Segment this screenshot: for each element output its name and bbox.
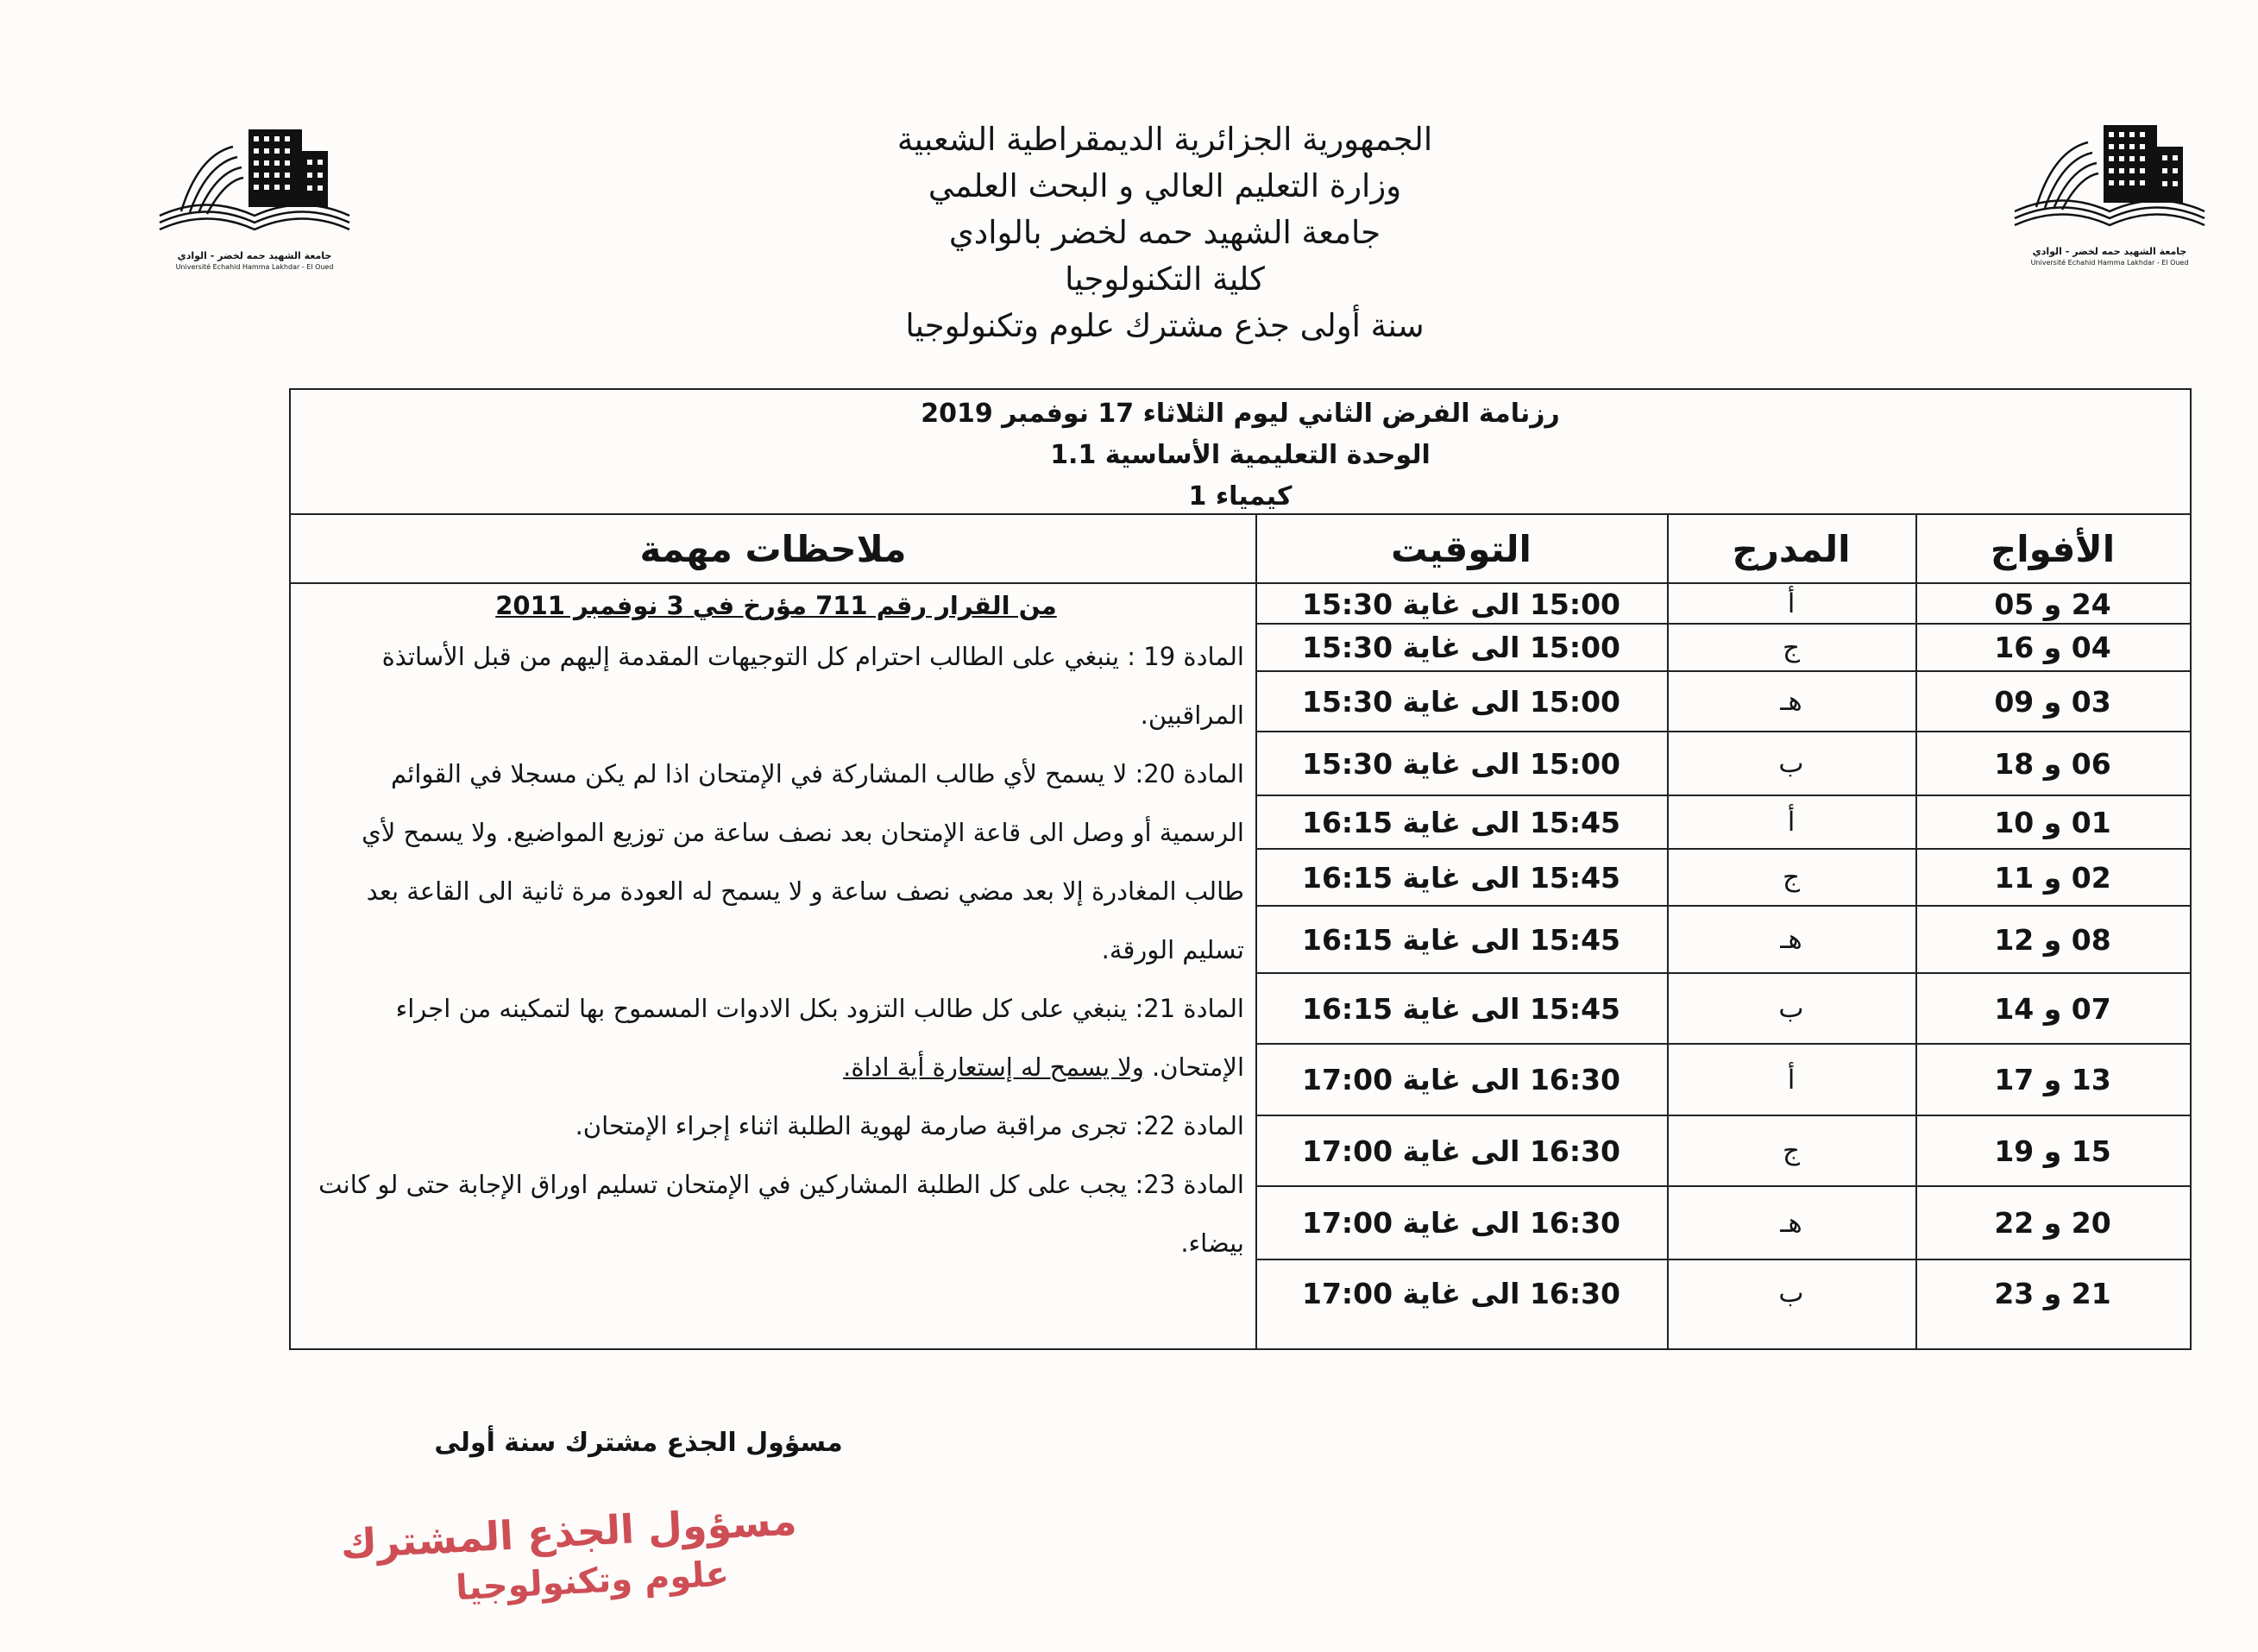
header-republic: الجمهورية الجزائرية الديمقراطية الشعبية — [896, 121, 1433, 158]
official-stamp — [339, 1495, 800, 1617]
cell-groups: 15 و 19 — [1994, 1134, 2111, 1168]
header-ministry: وزارة التعليم العالي و البحث العلمي — [928, 167, 1402, 204]
cell-groups: 20 و 22 — [1994, 1206, 2111, 1240]
cell-hall: ج — [1783, 1135, 1801, 1166]
article-22: المادة 22: تجرى مراقبة صارمة لهوية الطلبة اثناء إجراء الإمتحان. — [575, 1111, 1244, 1140]
cell-groups: 03 و 09 — [1994, 684, 2111, 719]
cell-time: 15:45 الى غاية 16:15 — [1302, 922, 1620, 957]
cell-groups: 02 و 11 — [1994, 860, 2111, 895]
document-header — [777, 116, 1553, 349]
cell-time: 15:00 الى غاية 15:30 — [1302, 631, 1620, 664]
cell-time: 16:30 الى غاية 17:00 — [1302, 1276, 1620, 1310]
header-faculty: كلية التكنولوجيا — [1065, 261, 1265, 298]
cell-time: 15:45 الى غاية 16:15 — [1302, 805, 1620, 839]
cell-time: 15:45 الى غاية 16:15 — [1302, 860, 1620, 895]
cell-groups: 21 و 23 — [1994, 1276, 2111, 1310]
university-logo-left — [147, 112, 362, 285]
logo-caption-en: Université Echahid Hamma Lakhdar - El Oued — [175, 263, 334, 271]
cell-time: 15:45 الى غاية 16:15 — [1302, 991, 1620, 1026]
cell-time: 16:30 الى غاية 17:00 — [1302, 1206, 1620, 1240]
exam-schedule-table — [289, 388, 2192, 1350]
header-hall: المدرج — [1732, 527, 1851, 570]
cell-hall: أ — [1787, 1064, 1796, 1096]
cell-groups: 08 و 12 — [1994, 922, 2111, 957]
table-title-subject: كيمياء 1 — [1188, 481, 1293, 512]
cell-groups: 01 و 10 — [1994, 805, 2111, 839]
cell-hall: هـ — [1780, 924, 1802, 955]
logo-caption-ar: جامعة الشهيد حمه لخضر - الوادي — [2032, 246, 2187, 257]
university-logo-right — [2002, 108, 2217, 280]
cell-groups: 24 و 05 — [1994, 587, 2111, 621]
cell-hall: ب — [1778, 1278, 1804, 1309]
signature-label: مسؤول الجذع مشترك سنة أولى — [434, 1428, 843, 1458]
cell-time: 15:00 الى غاية 15:30 — [1302, 684, 1620, 719]
article-21-text: المادة 21: ينبغي على كل طالب التزود بكل الادوات المسموح بها لتمكينه من اجراء الإمتحان. — [395, 994, 1244, 1082]
cell-hall: أ — [1787, 807, 1796, 838]
article-20: المادة 20: لا يسمح لأي طالب المشاركة في الإمتحان اذا لم يكن مسجلا في القوائم الرسمية أو وصل الى قاعة الإمتحان بعد نصف ساعة من توزيع المواضيع. ولا يسمح لأي طالب المغادرة إلا بعد مضي نصف ساعة و لا يسمح له العودة مرة ثانية الى القاعة بعد تسليم الورقة. — [362, 759, 1244, 964]
cell-groups: 07 و 14 — [1994, 991, 2111, 1026]
header-notes: ملاحظات مهمة — [639, 527, 907, 570]
cell-groups: 06 و 18 — [1994, 746, 2111, 781]
cell-hall: هـ — [1780, 686, 1802, 717]
article-23: المادة 23: يجب على كل الطلبة المشاركين في الإمتحان تسليم اوراق الإجابة حتى لو كانت بيضاء. — [318, 1170, 1244, 1258]
cell-hall: ج — [1783, 862, 1801, 893]
university-logo-icon — [2002, 108, 2217, 246]
article-21 — [308, 979, 1244, 1096]
logo-caption-ar: جامعة الشهيد حمه لخضر - الوادي — [177, 250, 332, 261]
header-year: سنة أولى جذع مشترك علوم وتكنولوجيا — [905, 307, 1425, 344]
cell-time: 16:30 الى غاية 17:00 — [1302, 1063, 1620, 1096]
article-21-underlined: ولا يسمح له إستعارة أية اداة. — [843, 1052, 1144, 1082]
cell-hall: ج — [1783, 631, 1801, 663]
article-19: المادة 19 : ينبغي على الطالب احترام كل التوجيهات المقدمة إليهم من قبل الأساتذة المراقبين. — [381, 642, 1244, 730]
header-university: جامعة الشهيد حمه لخضر بالوادي — [948, 214, 1381, 251]
important-notes — [308, 584, 1244, 1272]
cell-groups: 04 و 16 — [1994, 631, 2111, 664]
cell-hall: ب — [1778, 993, 1804, 1024]
stamp-line-1: مسؤول الجذع المشترك — [339, 1497, 798, 1568]
table-title-exam: رزنامة الفرض الثاني ليوم الثلاثاء 17 نوفمبر 2019 — [921, 399, 1560, 429]
stamp-line-2: علوم وتكنولوجيا — [455, 1554, 730, 1609]
table-title-unit: الوحدة التعليمية الأساسية 1.1 — [1050, 440, 1431, 470]
logo-caption-en: Université Echahid Hamma Lakhdar - El Oued — [2030, 259, 2189, 267]
cell-hall: أ — [1787, 588, 1796, 619]
cell-time: 15:00 الى غاية 15:30 — [1302, 587, 1620, 621]
cell-time: 16:30 الى غاية 17:00 — [1302, 1134, 1620, 1168]
cell-hall: ب — [1778, 748, 1804, 779]
header-groups: الأفواج — [1990, 527, 2116, 570]
header-time: التوقيت — [1391, 527, 1532, 570]
cell-time: 15:00 الى غاية 15:30 — [1302, 746, 1620, 781]
university-logo-icon — [147, 112, 362, 250]
cell-groups: 13 و 17 — [1994, 1063, 2111, 1096]
decree-reference: من القرار رقم 711 مؤرخ في 3 نوفمبر 2011 — [495, 591, 1057, 620]
table-title — [291, 390, 2190, 515]
cell-hall: هـ — [1780, 1207, 1802, 1239]
